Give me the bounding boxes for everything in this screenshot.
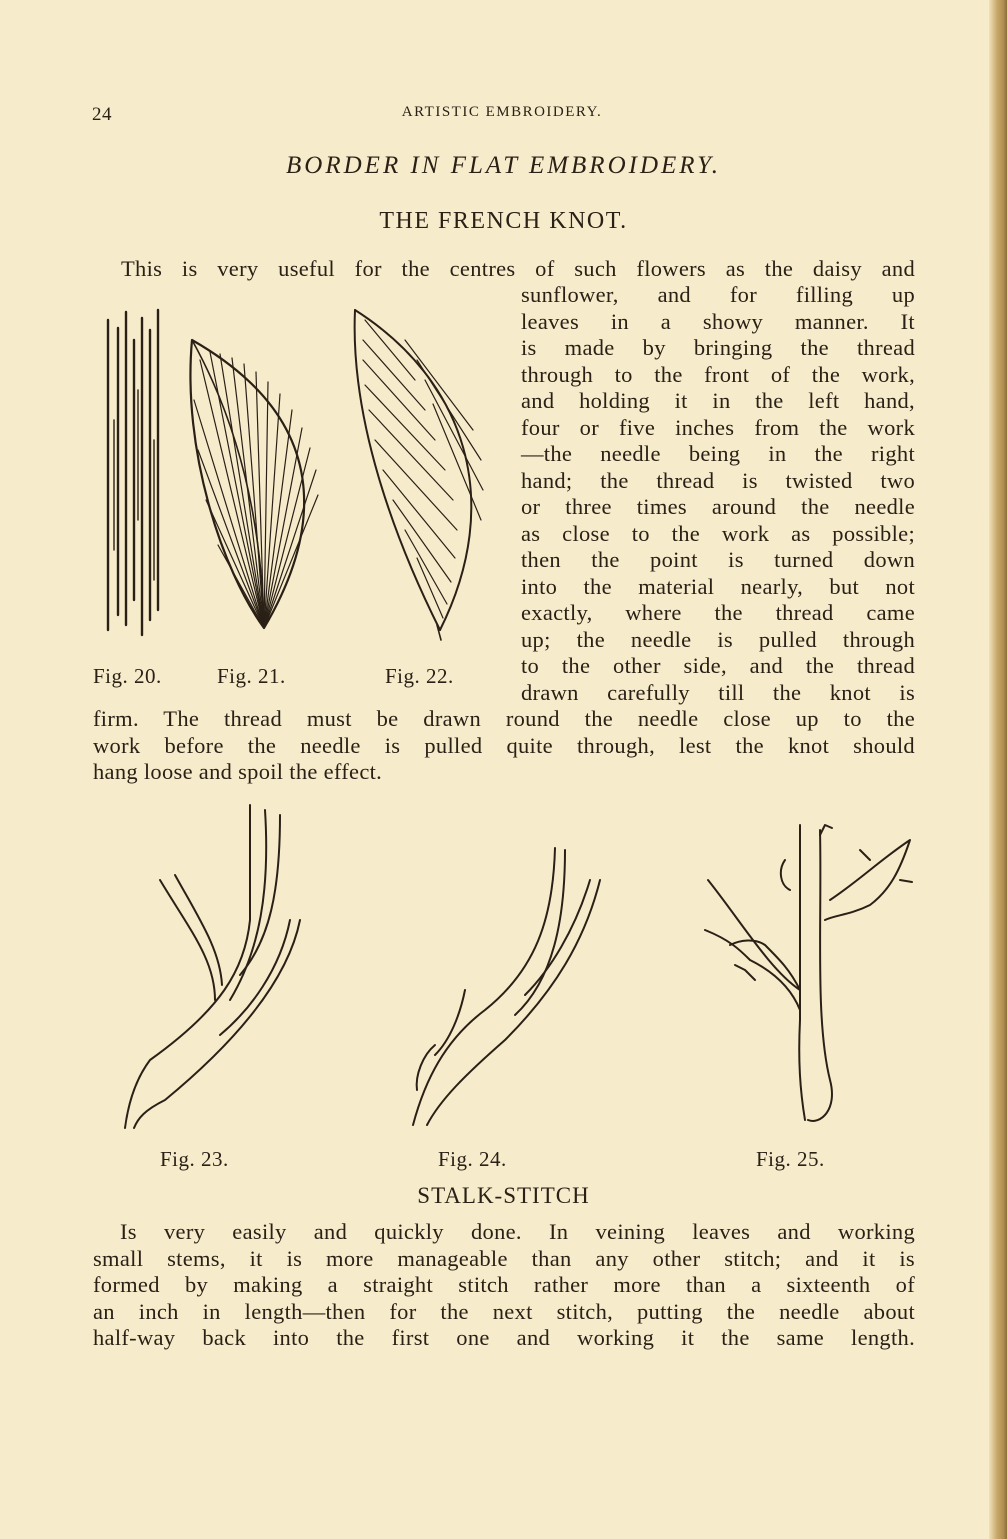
running-head [92, 104, 912, 128]
section-heading: BORDER IN FLAT EMBROIDERY. [286, 152, 721, 179]
text-line: leaves in a showy manner. It [521, 308, 915, 334]
caption-fig-20: Fig. 20. [93, 664, 162, 688]
text-line: is made by bringing the thread [521, 335, 915, 360]
stalk-stitch-title: STALK-STITCH [417, 1183, 590, 1208]
french-knot-paragraph-column [521, 282, 915, 706]
fig-23-stem-illustration [120, 800, 310, 1130]
text-line: four or five inches from the work [521, 414, 915, 440]
text-line: an inch in length—then for the next stitch, putting the needle about [93, 1298, 915, 1324]
fig-20-flat-stitch-illustration [100, 300, 170, 640]
text-line: —the needle being in the right [521, 441, 915, 466]
fig-22-leaf-illustration [345, 300, 505, 640]
text-line: into the material nearly, but not [521, 573, 915, 599]
french-knot-paragraph-end [93, 706, 915, 786]
text-line: through to the front of the work, [521, 361, 915, 387]
text-line: up; the needle is pulled through [521, 626, 915, 652]
text-line: Is very easily and quickly done. In veining leaves and working [120, 1219, 915, 1244]
text-line: formed by making a straight stitch rather more than a sixteenth of [93, 1272, 915, 1297]
text-line: then the point is turned down [521, 547, 915, 572]
text-line: to the other side, and the thread [521, 653, 915, 678]
french-knot-title: THE FRENCH KNOT. [379, 208, 628, 234]
text-line: work before the needle is pulled quite through, lest the knot should [93, 732, 915, 758]
fig-25-stem-with-leaves-illustration [700, 820, 920, 1130]
fig-24-stem-illustration [405, 840, 605, 1130]
text-line: This is very useful for the centres of such flowers as the daisy and [121, 256, 915, 281]
fig-21-leaf-illustration [182, 330, 332, 630]
text-line: firm. The thread must be drawn round the needle close up to the [93, 706, 915, 731]
text-line: hang loose and spoil the effect. [93, 759, 383, 784]
text-line: or three times around the needle [521, 494, 915, 519]
text-line: half-way back into the first one and working it the same length. [93, 1325, 915, 1350]
page-number: 24 [92, 104, 112, 125]
running-title: ARTISTIC EMBROIDERY. [401, 104, 603, 120]
stalk-stitch-paragraph [93, 1219, 915, 1352]
caption-fig-21: Fig. 21. [217, 664, 286, 688]
text-line: sunflower, and for filling up [521, 282, 915, 307]
caption-fig-25: Fig. 25. [756, 1147, 825, 1171]
text-line: small stems, it is more manageable than any other stitch; and it is [93, 1245, 915, 1271]
text-line: exactly, where the thread came [521, 600, 915, 625]
text-line: and holding it in the left hand, [521, 388, 915, 413]
text-line: as close to the work as possible; [521, 520, 915, 546]
text-line: drawn carefully till the knot is [521, 679, 915, 705]
caption-fig-24: Fig. 24. [438, 1147, 507, 1171]
caption-fig-23: Fig. 23. [160, 1147, 229, 1171]
french-knot-paragraph-start [121, 256, 915, 283]
caption-fig-22: Fig. 22. [385, 664, 454, 688]
text-line: hand; the thread is twisted two [521, 467, 915, 493]
